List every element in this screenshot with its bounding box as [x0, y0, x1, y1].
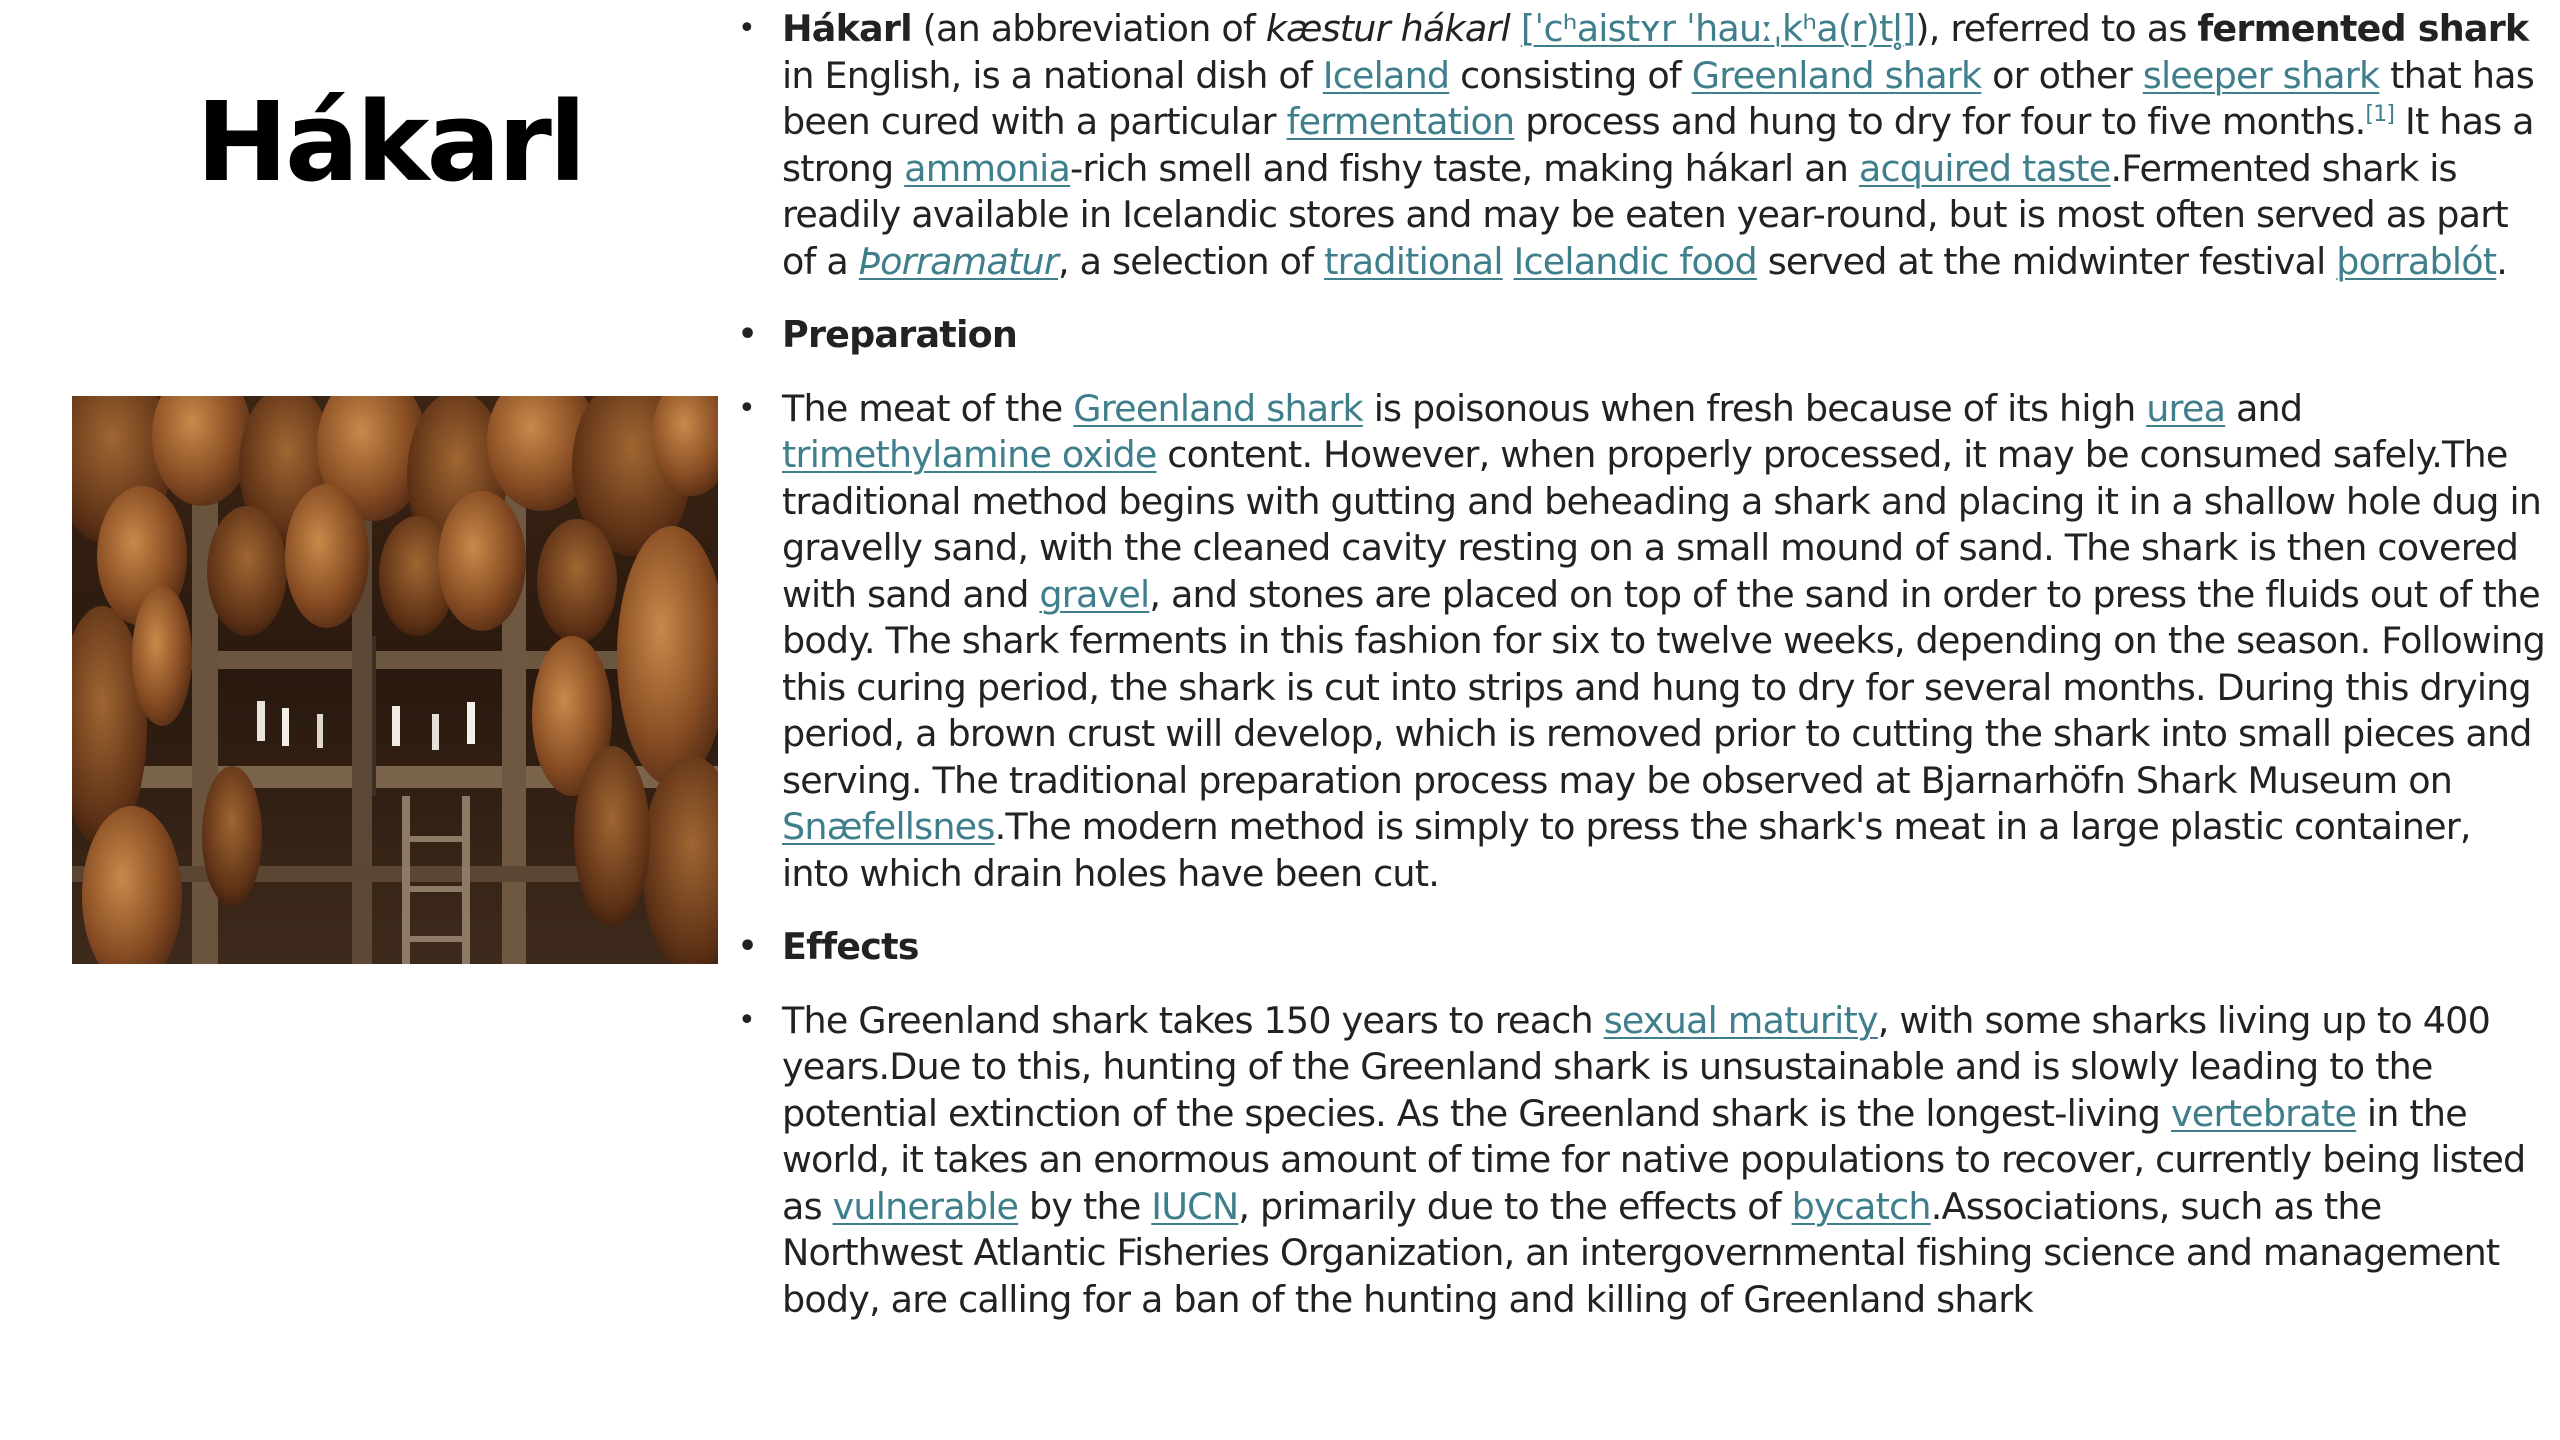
link-acquired-taste[interactable]: acquired taste [1858, 146, 2111, 190]
preparation-paragraph: • The meat of the Greenland shark is poisonous when fresh because of its high urea and trimethylamine oxide content. However, when properly processed, it may be consumed safely.The traditional method begins with gutting and beheading a shark and placing it in a shallow hole dug in gravelly sand, with the cleaned cavity resting on a small mound of sand. The shark is then covered with sand and gravel, and stones are placed on top of the sand in order to press the fluids out of the body. The shark ferments in this fashion for six to twelve weeks, depending on the season. Following this curing period, the shark is cut into strips and hung to dry for several months. During this drying period, a brown crust will develop, which is removed prior to cutting the shark into small pieces and serving. The traditional preparation process may be observed at Bjarnarhöfn Shark Museum on Snæfellsnes.The modern method is simply to press the shark's meat in a large plastic container, into which drain holes have been cut. [738, 386, 2548, 898]
link-ammonia[interactable]: ammonia [904, 146, 1071, 190]
section-heading-effects: • Effects [738, 924, 2548, 971]
slide-title: Hákarl [196, 78, 584, 206]
link-iceland[interactable]: Iceland [1322, 53, 1450, 97]
link-vertebrate[interactable]: vertebrate [2170, 1091, 2357, 1135]
link-greenland-shark[interactable]: Greenland shark [1691, 53, 1982, 97]
link-traditional[interactable]: traditional [1324, 239, 1503, 283]
link-thorrablot[interactable]: þorrablót [2336, 239, 2497, 283]
link-sexual-maturity[interactable]: sexual maturity [1603, 998, 1878, 1042]
italic-kaestur-hakarl: kæstur hákarl [1265, 7, 1510, 50]
link-gravel[interactable]: gravel [1039, 572, 1150, 616]
link-urea[interactable]: urea [2146, 386, 2226, 430]
link-snaefellsnes[interactable]: Snæfellsnes [782, 805, 995, 848]
link-fermentation[interactable]: fermentation [1286, 100, 1515, 143]
section-heading-preparation: • Preparation [738, 312, 2548, 359]
link-bycatch[interactable]: bycatch [1791, 1184, 1931, 1228]
link-iucn[interactable]: IUCN [1151, 1184, 1239, 1228]
link-thorramatur[interactable]: Þorramatur [858, 239, 1059, 283]
term-fermented-shark: fermented shark [2197, 7, 2529, 50]
link-icelandic-food[interactable]: Icelandic food [1513, 239, 1757, 283]
link-greenland-shark-2[interactable]: Greenland shark [1073, 386, 1363, 430]
link-vulnerable[interactable]: vulnerable [832, 1184, 1019, 1228]
hanging-fermented-shark-photo [72, 396, 718, 964]
link-sleeper-shark[interactable]: sleeper shark [2142, 53, 2380, 97]
link-trimethylamine-oxide[interactable]: trimethylamine oxide [782, 433, 1157, 476]
effects-paragraph: • The Greenland shark takes 150 years to reach sexual maturity, with some sharks living up to 400 years.Due to this, hunting of the Greenland shark is unsustainable and is slowly leading to the potential extinction of the species. As the Greenland shark is the longest-living vertebrate in the world, it takes an enormous amount of time for native populations to recover, currently being listed as vulnerable by the IUCN, primarily due to the effects of bycatch.Associations, such as the Northwest Atlantic Fisheries Organization, an intergovernmental fishing science and management body, are calling for a ban of the hunting and killing of Greenland shark [738, 998, 2548, 1324]
term-hakarl: Hákarl [782, 7, 912, 50]
intro-paragraph: • Hákarl (an abbreviation of kæstur hákarl [ˈcʰaistʏr ˈhauːˌkʰa(r)tl̥]), referred to as fermented shark in English, is a national dish of Iceland consisting of Greenland shark or other sleeper shark that has been cured with a particular fermentation process and hung to dry for four to five months.[1] It has a strong ammonia-rich smell and fishy taste, making hákarl an acquired taste.Fermented shark is readily available in Icelandic stores and may be eaten year-round, but is most often served as part of a Þorramatur, a selection of traditional Icelandic food served at the midwinter festival þorrablót. [738, 6, 2548, 285]
content-bullet-list [738, 6, 2548, 1350]
ipa-pronunciation-link[interactable]: [ˈcʰaistʏr ˈhauːˌkʰa(r)tl̥] [1520, 7, 1916, 50]
reference-1[interactable]: [1] [2365, 101, 2395, 127]
